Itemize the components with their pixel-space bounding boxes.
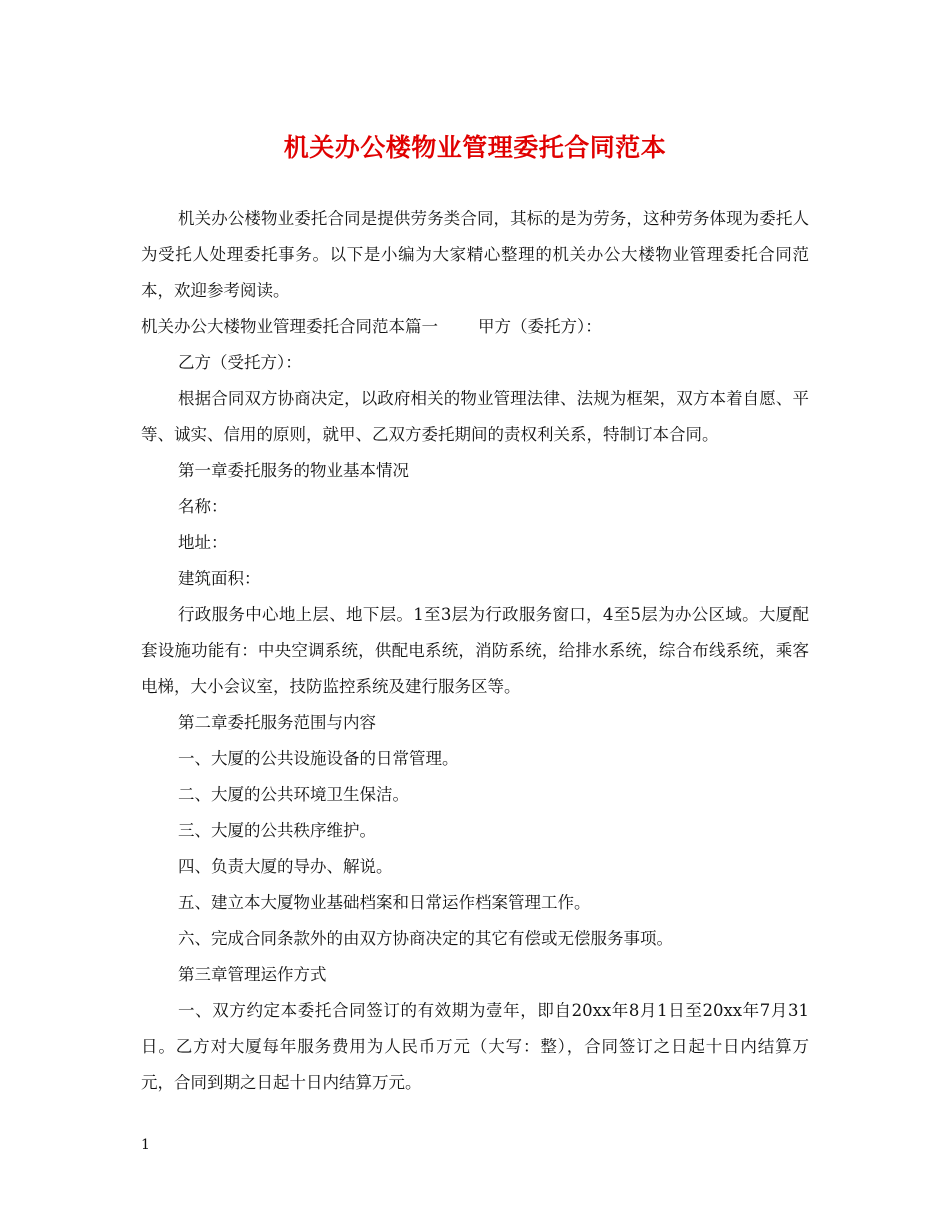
area-label: 建筑面积：: [178, 569, 261, 588]
party-a-label: 甲方（委托方）：: [478, 317, 602, 336]
preamble-paragraph: 根据合同双方协商决定，以政府相关的物业管理法律、法规为框架，双方本着自愿、平等、诚实、信用的原则，就甲、乙双方委托期间的责权利关系，特制订本合同。: [141, 389, 809, 444]
chapter-1-title: 第一章委托服务的物业基本情况: [178, 461, 409, 480]
section-heading: 机关办公大楼物业管理委托合同范本篇一: [141, 317, 438, 336]
section-heading-line: [141, 309, 809, 345]
page-number: 1: [141, 1137, 150, 1153]
name-label: 名称：: [178, 497, 228, 516]
document-title: 机关办公楼物业管理委托合同范本: [283, 133, 667, 162]
document-body: [141, 201, 809, 1101]
scope-item: 四、负责大厦的导办、解说。: [178, 857, 393, 876]
term-clause: 一、双方约定本委托合同签订的有效期为壹年，即自20xx年8月1日至20xx年7月31日。乙方对大厦每年服务费用为人民币万元（大写：整），合同签订之日起十日内结算万元，合同到期之日起十日内结算万元。: [141, 1001, 809, 1092]
chapter-2-title: 第二章委托服务范围与内容: [178, 713, 376, 732]
chapter-3-title: 第三章管理运作方式: [178, 965, 327, 984]
building-description: 行政服务中心地上层、地下层。1至3层为行政服务窗口，4至5层为办公区域。大厦配套设施功能有：中央空调系统，供配电系统，消防系统，给排水系统，综合布线系统，乘客电梯，大小会议室，技防监控系统及建行服务区等。: [141, 605, 809, 696]
intro-paragraph: 机关办公楼物业委托合同是提供劳务类合同，其标的是为劳务，这种劳务体现为委托人为受托人处理委托事务。以下是小编为大家精心整理的机关办公大楼物业管理委托合同范本，欢迎参考阅读。: [141, 209, 809, 300]
scope-item: 三、大厦的公共秩序维护。: [178, 821, 376, 840]
party-b-label: 乙方（受托方）：: [178, 353, 302, 372]
scope-item: 五、建立本大厦物业基础档案和日常运作档案管理工作。: [178, 893, 591, 912]
scope-item: 一、大厦的公共设施设备的日常管理。: [178, 749, 459, 768]
scope-item: 六、完成合同条款外的由双方协商决定的其它有偿或无偿服务事项。: [178, 929, 673, 948]
scope-item: 二、大厦的公共环境卫生保洁。: [178, 785, 409, 804]
address-label: 地址：: [178, 533, 228, 552]
